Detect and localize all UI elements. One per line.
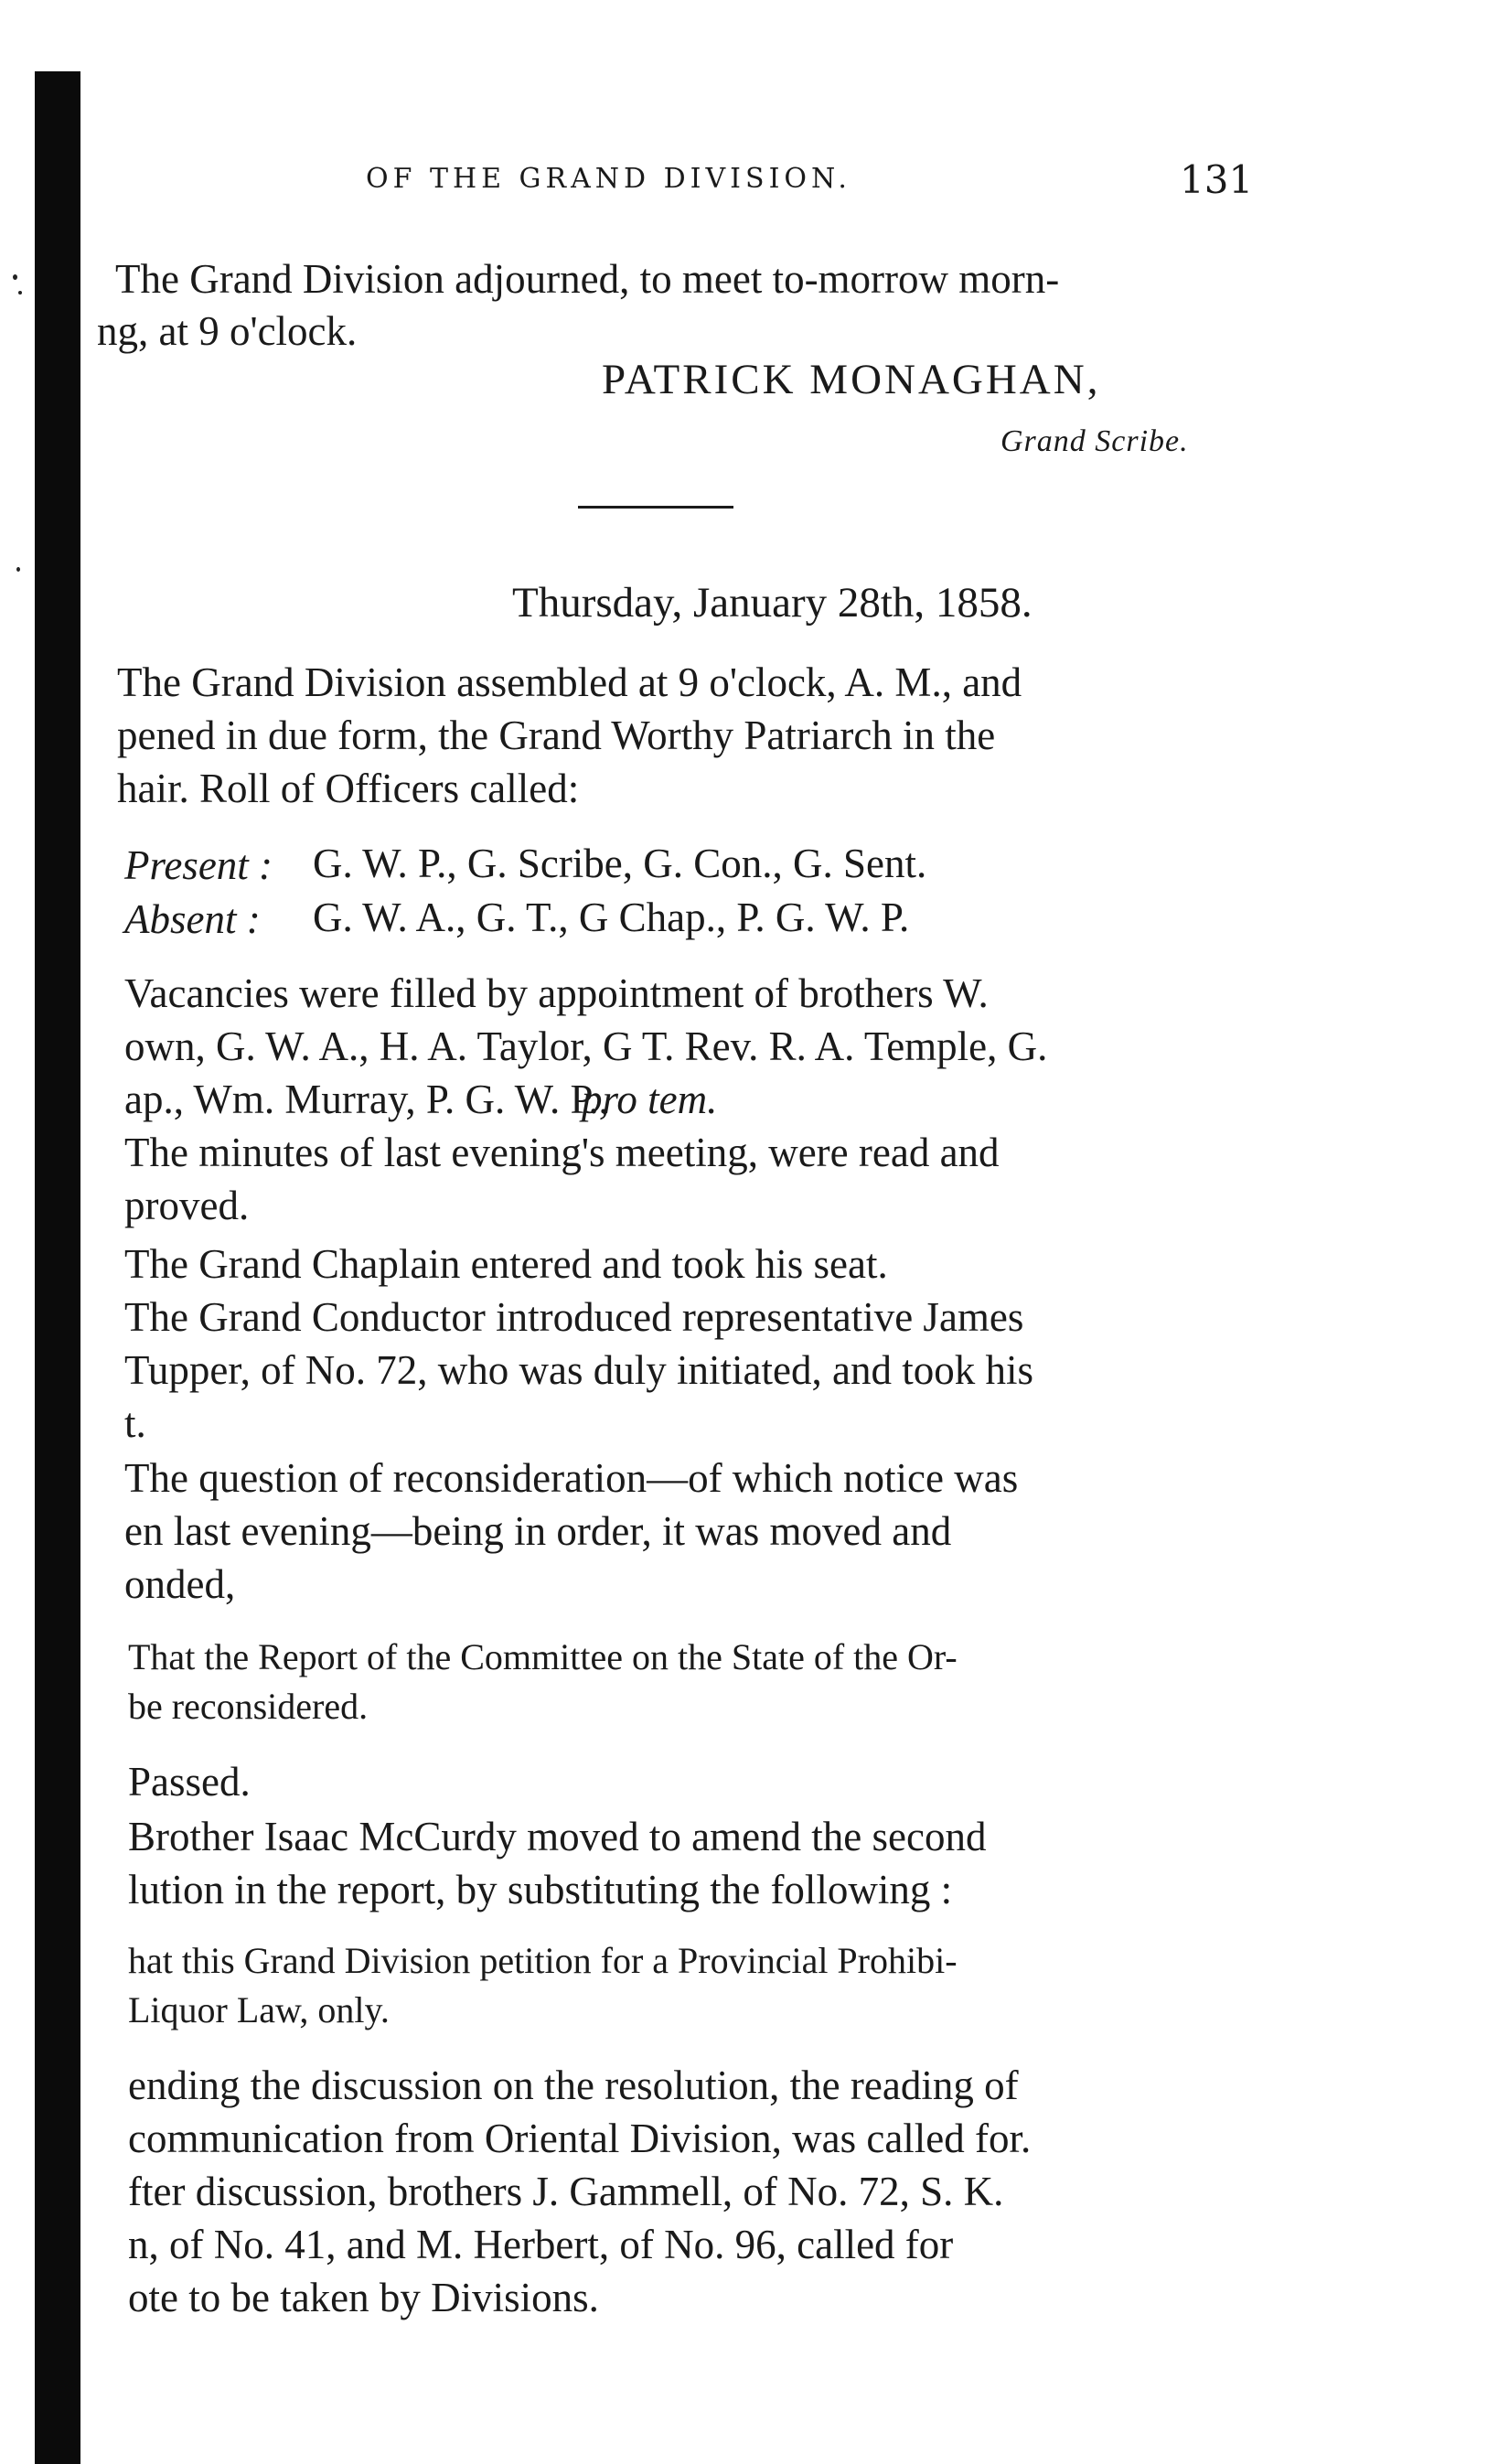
text-line: The Grand Chaplain entered and took his seat. [124,1241,888,1287]
page-number: 131 [1180,157,1254,202]
text-line: communication from Oriental Division, was called for. [128,2116,1032,2161]
text-line: ap., Wm. Murray, P. G. W. P., [124,1077,610,1122]
text-line: ote to be taken by Divisions. [128,2275,599,2320]
text-line: Passed. [128,1759,251,1805]
page-header [0,157,1498,209]
date-heading: Thursday, January 28th, 1858. [512,579,1033,627]
text-line: The minutes of last evening's meeting, were read and [124,1130,1000,1175]
text-line: ng, at 9 o'clock. [97,308,358,354]
text-line: Liquor Law, only. [128,1989,390,2030]
text-line: Tupper, of No. 72, who was duly initiated, and took his [124,1347,1033,1393]
text-line: own, G. W. A., H. A. Taylor, G T. Rev. R. A. Temple, G. [124,1023,1048,1069]
text-line: hat this Grand Division petition for a Provincial Prohibi- [128,1940,958,1981]
print-speck [13,274,17,280]
book-binding-shadow [35,71,80,2464]
section-divider [578,506,733,509]
print-speck [18,291,22,295]
text-line: Vacancies were filled by appointment of brothers W. [124,970,989,1016]
text-line: The Grand Division assembled at 9 o'clock, A. M., and [117,659,1022,705]
roll-label-present: Present : [124,842,273,888]
text-line: en last evening—being in order, it was moved and [124,1508,952,1554]
roll-present-officers: G. W. P., G. Scribe, G. Con., G. Sent. [313,841,927,886]
text-line: The question of reconsideration—of which notice was [124,1455,1019,1501]
text-line: t. [124,1400,146,1446]
text-line: proved. [124,1183,250,1228]
text-line: ending the discussion on the resolution, the reading of [128,2062,1019,2108]
roll-label-absent: Absent : [124,896,261,942]
text-line: pened in due form, the Grand Worthy Patriarch in the [117,712,996,758]
text-line: onded, [124,1561,236,1607]
latin-phrase: pro tem. [582,1077,718,1122]
text-line: The Grand Conductor introduced representative James [124,1294,1024,1340]
print-speck [16,567,20,572]
text-line: lution in the report, by substituting the following : [128,1867,953,1912]
text-line: That the Report of the Committee on the State of the Or- [128,1636,958,1677]
text-line: n, of No. 41, and M. Herbert, of No. 96, called for [128,2222,954,2267]
roll-absent-officers: G. W. A., G. T., G Chap., P. G. W. P. [313,895,910,940]
text-line: be reconsidered. [128,1686,369,1727]
text-line: fter discussion, brothers J. Gammell, of No. 72, S. K. [128,2169,1004,2214]
text-line: The Grand Division adjourned, to meet to-morrow morn- [115,256,1060,302]
signatory-name: PATRICK MONAGHAN, [602,356,1101,403]
text-line: Brother Isaac McCurdy moved to amend the second [128,1814,987,1859]
signatory-title: Grand Scribe. [1000,424,1189,458]
text-line: hair. Roll of Officers called: [117,766,580,811]
running-head: OF THE GRAND DIVISION. [366,163,851,195]
